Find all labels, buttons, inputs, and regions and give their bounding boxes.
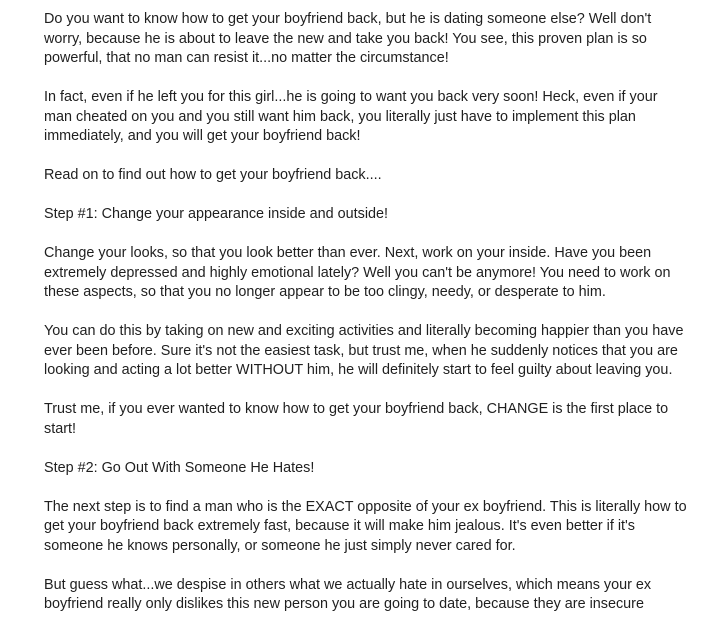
document-body: [44, 10, 689, 630]
paragraph-reassurance: In fact, even if he left you for this girl...he is going to want you back very soon! Heck, even if your man cheated on you and you still want him back, you literally just have to implement this plan immediately, and you will get your boyfriend back!: [44, 89, 658, 144]
paragraph-opposite-man: The next step is to find a man who is the EXACT opposite of your ex boyfriend. This is literally how to get your boyfriend back extremely fast, because it will make him jealous. It's even better if it's someone he knows personally, or someone he just simply never cared for.: [44, 498, 687, 554]
paragraph-guess-what: But guess what...we despise in others what we actually hate in ourselves, which means your ex boyfriend really only dislikes this new person you are going to date, because they are insecure: [44, 576, 652, 612]
paragraph-change-looks: Change your looks, so that you look better than ever. Next, work on your inside. Have you been extremely depressed and highly emotional lately? Well you can't be anymore! You need to work on these aspects, so that you no longer appear to be too clingy, needy, or desperate to him.: [44, 245, 671, 300]
paragraph-read-on: Read on to find out how to get your boyfriend back....: [44, 167, 382, 183]
paragraph-new-activities: You can do this by taking on new and exciting activities and literally becoming happier than you have ever been before. Sure it's not the easiest task, but trust me, when he suddenly notices that you are looking and acting a lot better WITHOUT him, he will definitely start to feel guilty about leaving you.: [44, 323, 684, 378]
paragraph-change-first: Trust me, if you ever wanted to know how to get your boyfriend back, CHANGE is the first place to start!: [44, 401, 669, 437]
step-1-heading: Step #1: Change your appearance inside and outside!: [44, 206, 389, 222]
paragraph-intro: Do you want to know how to get your boyfriend back, but he is dating someone else? Well don't worry, because he is about to leave the new and take you back! You see, this proven plan is so powerful, that no man can resist it...no matter the circumstance!: [44, 11, 652, 66]
step-2-heading: Step #2: Go Out With Someone He Hates!: [44, 459, 315, 476]
